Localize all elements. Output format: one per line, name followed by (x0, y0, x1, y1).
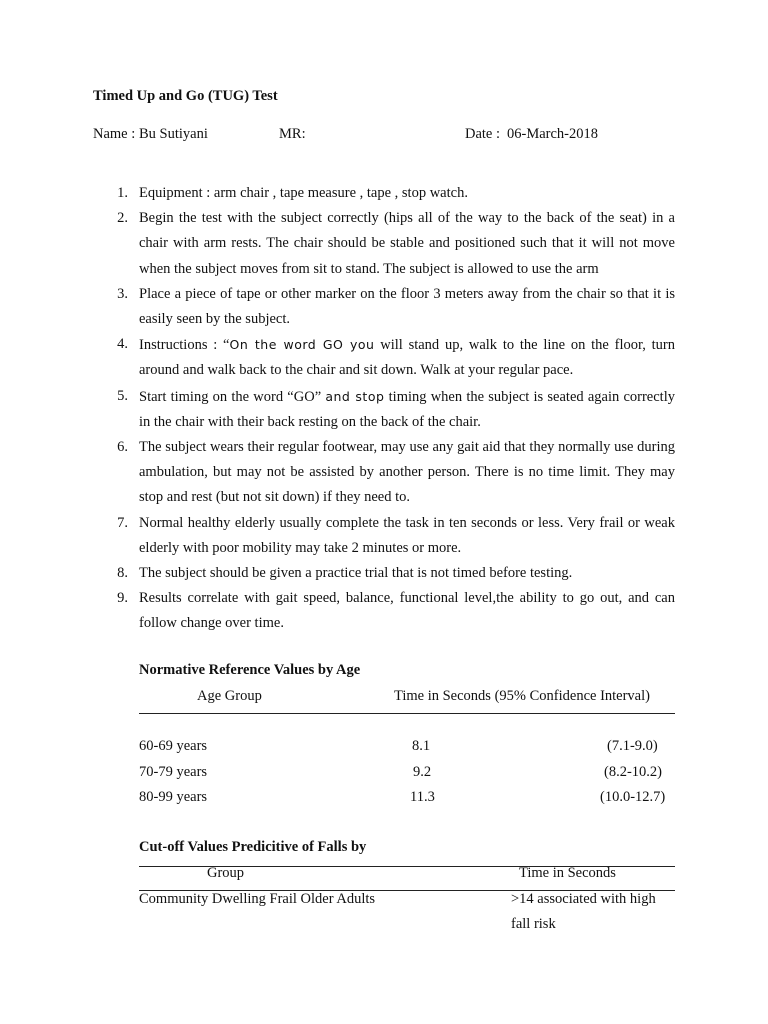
list-item-quote: On the word GO you (229, 337, 375, 353)
normative-row-age: 70-79 years (139, 764, 208, 780)
normative-heading: Normative Reference Values by Age (139, 662, 361, 678)
date-label: Date : (465, 126, 501, 142)
table-rule (139, 866, 675, 867)
cutoff-row-group: Community Dwelling Frail Older Adults (139, 891, 376, 907)
list-item-quote: and stop (325, 388, 385, 404)
mr-label: MR: (279, 126, 306, 142)
name-label: Name : (93, 126, 136, 142)
normative-row-time: 8.1 (412, 738, 431, 754)
normative-col-age: Age Group (197, 688, 262, 704)
list-item-text: Equipment : arm chair , tape measure , tape , stop watch. (139, 185, 468, 201)
normative-row-age: 80-99 years (139, 789, 208, 805)
list-item-text: The subject wears their regular footwear, may use any gait aid that they normally use during ambulation, but may not be assisted by another person. There is no time limit. They may stop and rest (but not sit down) if they need to. (139, 439, 675, 506)
list-item (108, 435, 675, 511)
list-item-prefix: Instructions : “ (139, 337, 230, 354)
list-item-number: 2. (117, 210, 128, 227)
list-item-number: 6. (117, 439, 128, 456)
document-title: Timed Up and Go (TUG) Test (93, 88, 278, 104)
cutoff-col-group: Group (207, 865, 245, 881)
normative-row-age: 60-69 years (139, 738, 208, 754)
cutoff-col-time: Time in Seconds (519, 865, 616, 881)
list-item (108, 384, 675, 435)
normative-row-ci: (7.1-9.0) (607, 738, 658, 754)
list-item (108, 511, 675, 561)
list-item-number: 9. (117, 590, 128, 607)
normative-col-time: Time in Seconds (95% Confidence Interval) (394, 688, 650, 704)
list-item-number: 3. (117, 285, 128, 302)
cutoff-heading: Cut-off Values Predicitive of Falls by (139, 839, 367, 855)
list-item (108, 282, 675, 332)
list-item (108, 206, 675, 282)
list-item-text: Begin the test with the subject correctly (hips all of the way to the back of the seat) in a chair with arm rests. The chair should be stable and positioned such that it will not move when the subject moves from sit to stand. The subject is allowed to use the arm (139, 210, 675, 277)
normative-row-ci: (10.0-12.7) (600, 789, 666, 805)
normative-row-ci: (8.2-10.2) (604, 764, 662, 780)
cutoff-row-time: >14 associated with high (511, 891, 656, 907)
list-item-text: timing when the subject is seated again correctly in the chair with their back resting on the back of the chair. (139, 388, 675, 430)
list-item (108, 181, 675, 206)
list-item-number: 5. (117, 387, 128, 404)
list-item-text: will stand up, walk to the line on the floor, turn around and walk back to the chair and sit down. Walk at your regular pace. (139, 337, 675, 379)
normative-row-time: 9.2 (413, 764, 432, 780)
list-item-number: 8. (117, 565, 128, 582)
list-item-number: 4. (117, 336, 128, 353)
cutoff-row-time-cont: fall risk (511, 916, 556, 932)
list-item-number: 1. (117, 185, 128, 201)
list-item-text: Results correlate with gait speed, balance, functional level,the ability to go out, and can follow change over time. (139, 590, 675, 632)
date-value: 06-March-2018 (507, 126, 599, 142)
name-value: Bu Sutiyani (139, 126, 208, 142)
table-rule (139, 713, 675, 714)
normative-row-time: 11.3 (410, 789, 435, 805)
list-item (108, 561, 675, 586)
list-item-text: Place a piece of tape or other marker on the floor 3 meters away from the chair so that it is easily seen by the subject. (139, 285, 675, 328)
instruction-list (108, 181, 675, 637)
list-item-text: Normal healthy elderly usually complete the task in ten seconds or less. Very frail or weak elderly with poor mobility may take 2 minutes or more. (139, 514, 675, 556)
list-item-prefix: Start timing on the word “GO” (139, 388, 326, 405)
list-item-text: The subject should be given a practice trial that is not timed before testing. (139, 565, 573, 582)
list-item (108, 586, 675, 636)
list-item (108, 332, 675, 383)
list-item-number: 7. (117, 514, 128, 531)
